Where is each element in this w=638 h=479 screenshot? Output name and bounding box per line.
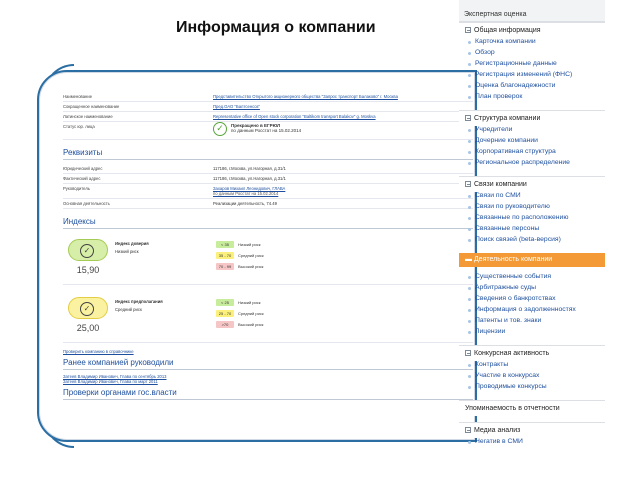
risk-level-label: Высокий риск <box>238 322 264 327</box>
collapse-icon <box>465 27 471 33</box>
menu-item[interactable]: Регистрация изменений (ФНС) <box>459 71 605 82</box>
menu-item[interactable]: Обзор <box>459 49 605 60</box>
menu-item[interactable]: Связи по СМИ <box>459 192 605 203</box>
menu-item[interactable]: Поиск связей (beta-версия) <box>459 236 605 247</box>
menu-item[interactable]: Информация о задолженностях <box>459 306 605 317</box>
risk-level-label: Средний риск <box>238 311 264 316</box>
info-value[interactable]: Пред.ОАО "Балтсенсоз" <box>213 104 260 109</box>
menu-item[interactable]: Участие в конкурсах <box>459 372 605 383</box>
indices-list <box>63 233 473 343</box>
name-rows <box>63 92 473 122</box>
menu-group-header[interactable] <box>459 22 605 38</box>
menu-item[interactable]: Сведения о банкротствах <box>459 295 605 306</box>
requisite-value: Реализации деятельность, 74.49 <box>213 201 277 206</box>
collapse-icon <box>465 350 471 356</box>
requisite-value: 117186, г.Москва, ул.Нагорная, д.31/1 <box>213 166 286 171</box>
index-icon: ✓ <box>80 302 94 316</box>
requisite-key: Фактический адрес <box>63 176 101 181</box>
requisite-row <box>63 184 473 199</box>
risk-level: < 35 <box>216 241 234 248</box>
requisites-rows <box>63 164 473 209</box>
menu-item[interactable]: План проверок <box>459 93 605 104</box>
status-text <box>231 123 301 133</box>
menu-item[interactable]: Региональное распределение <box>459 159 605 170</box>
menu-item[interactable]: Проводимые конкурсы <box>459 383 605 394</box>
risk-level-label: Низкий риск <box>238 242 261 247</box>
info-value[interactable]: Representative office of Open stock corporation "Baltikom transport Balakov" g. Moskva <box>213 114 376 119</box>
indices-heading: Индексы <box>63 217 473 229</box>
menu-item[interactable]: Карточка компании <box>459 38 605 49</box>
collapse-icon <box>465 181 471 187</box>
info-row <box>63 102 473 112</box>
former-head-link[interactable]: Затеев Владимир Иванович, Глава по сентябрь 2013 <box>63 374 167 379</box>
requisite-key: Юридический адрес <box>63 166 103 171</box>
info-value[interactable]: Представительство Открытого акционерного общества "Запрос транспорт Балаково" г. Москва <box>213 94 398 99</box>
menu-item[interactable]: Существенные события <box>459 273 605 284</box>
requisite-row <box>63 174 473 184</box>
company-card-screenshot <box>37 70 477 442</box>
former-list <box>63 374 473 384</box>
info-key: Наименование <box>63 94 93 99</box>
status-row <box>63 122 473 140</box>
index-score: 15,90 <box>76 265 100 275</box>
risk-level-label: Низкий риск <box>238 300 261 305</box>
check-icon: ✓ <box>213 122 227 136</box>
requisite-key: Руководитель <box>63 186 90 191</box>
index-risk: Средний риск <box>115 307 142 312</box>
former-head-link[interactable]: Затеев Владимир Иванович, Глава по март 2011 <box>63 379 158 384</box>
collapse-icon <box>465 115 471 121</box>
risk-level: 70 - 99 <box>216 263 234 270</box>
sidebar-menu <box>459 0 605 479</box>
index-score-badge <box>68 297 108 333</box>
company-card-content <box>63 92 473 404</box>
menu-groups <box>459 22 605 455</box>
menu-group-header[interactable] <box>459 345 605 361</box>
menu-item[interactable]: Патенты и тов. знаки <box>459 317 605 328</box>
index-block <box>63 233 473 285</box>
requisite-sub: по данным Росстат на 15.02.2014 <box>213 191 279 196</box>
menu-group-title: Структура компании <box>474 115 541 122</box>
menu-item[interactable]: Негатив в СМИ <box>459 438 605 449</box>
index-score: 25,00 <box>76 323 100 333</box>
check-company-link[interactable]: Проверить компанию в справочнике <box>63 349 134 354</box>
risk-level: 35 - 70 <box>216 252 234 259</box>
requisite-value: 117186, г.Москва, ул.Нагорная, д.31/1 <box>213 176 286 181</box>
menu-item[interactable]: Корпоративная структура <box>459 148 605 159</box>
menu-gap <box>459 449 605 455</box>
menu-group-title: Медиа анализ <box>474 427 521 434</box>
risk-level-label: Средний риск <box>238 253 264 258</box>
risk-level: < 25 <box>216 299 234 306</box>
requisite-key: Основная деятельность <box>63 201 110 206</box>
info-row <box>63 92 473 102</box>
menu-active-section[interactable] <box>459 253 605 267</box>
menu-group-header[interactable] <box>459 422 605 438</box>
index-block <box>63 291 473 343</box>
index-icon: ✓ <box>80 244 94 258</box>
menu-item[interactable]: Учредители <box>459 126 605 137</box>
status-date: по данным Росстат на 15.02.2014 <box>231 128 302 133</box>
menu-group-title: Связи компании <box>474 181 527 188</box>
index-risk: Низкий риск <box>115 249 139 254</box>
menu-item[interactable]: Контракты <box>459 361 605 372</box>
menu-report-item[interactable]: Упоминаемость в отчетности <box>459 400 605 416</box>
menu-item[interactable]: Лицензии <box>459 328 605 339</box>
menu-expert-rating[interactable]: Экспертная оценка <box>459 0 605 22</box>
menu-item[interactable]: Оценка благонадежности <box>459 82 605 93</box>
audits-heading: Проверки органами гос.власти <box>63 388 473 400</box>
menu-item[interactable]: Дочерние компании <box>459 137 605 148</box>
info-row <box>63 112 473 122</box>
risk-level: 25 - 70 <box>216 310 234 317</box>
menu-group-header[interactable] <box>459 110 605 126</box>
status-title: Прекращено в ЕГРЮЛ <box>231 123 281 128</box>
risk-level-label: Высокий риск <box>238 264 264 269</box>
index-score-badge <box>68 239 108 275</box>
info-key: Сокращенное наименование <box>63 104 120 109</box>
menu-item[interactable]: Связи по руководителю <box>459 203 605 214</box>
slide-title: Информация о компании <box>176 19 376 36</box>
menu-item[interactable]: Связанные персоны <box>459 225 605 236</box>
requisite-value[interactable]: Захаров Михаил Леонидович, ГЛАВА по данным Росстат на 15.02.2014 <box>213 186 286 196</box>
menu-group-title: Общая информация <box>474 27 541 34</box>
info-key: Латинское наименование <box>63 114 113 119</box>
risk-level: >70 <box>216 321 234 328</box>
index-label: Индекс доверия <box>115 241 149 246</box>
former-heading: Ранее компанией руководили <box>63 358 473 370</box>
menu-active-title: ▬ Деятельность компании <box>465 256 553 263</box>
requisite-row <box>63 164 473 174</box>
menu-item[interactable]: Связанные по расположению <box>459 214 605 225</box>
menu-item[interactable]: Арбитражные суды <box>459 284 605 295</box>
menu-item[interactable]: Регистрационные данные <box>459 60 605 71</box>
menu-group-title: Конкурсная активность <box>474 350 550 357</box>
index-label: Индекс предполагания <box>115 299 163 304</box>
status-key: Статус юр. лица <box>63 124 95 129</box>
menu-group-header[interactable] <box>459 176 605 192</box>
collapse-icon <box>465 427 471 433</box>
requisite-row <box>63 199 473 209</box>
requisites-heading: Реквизиты <box>63 148 473 160</box>
